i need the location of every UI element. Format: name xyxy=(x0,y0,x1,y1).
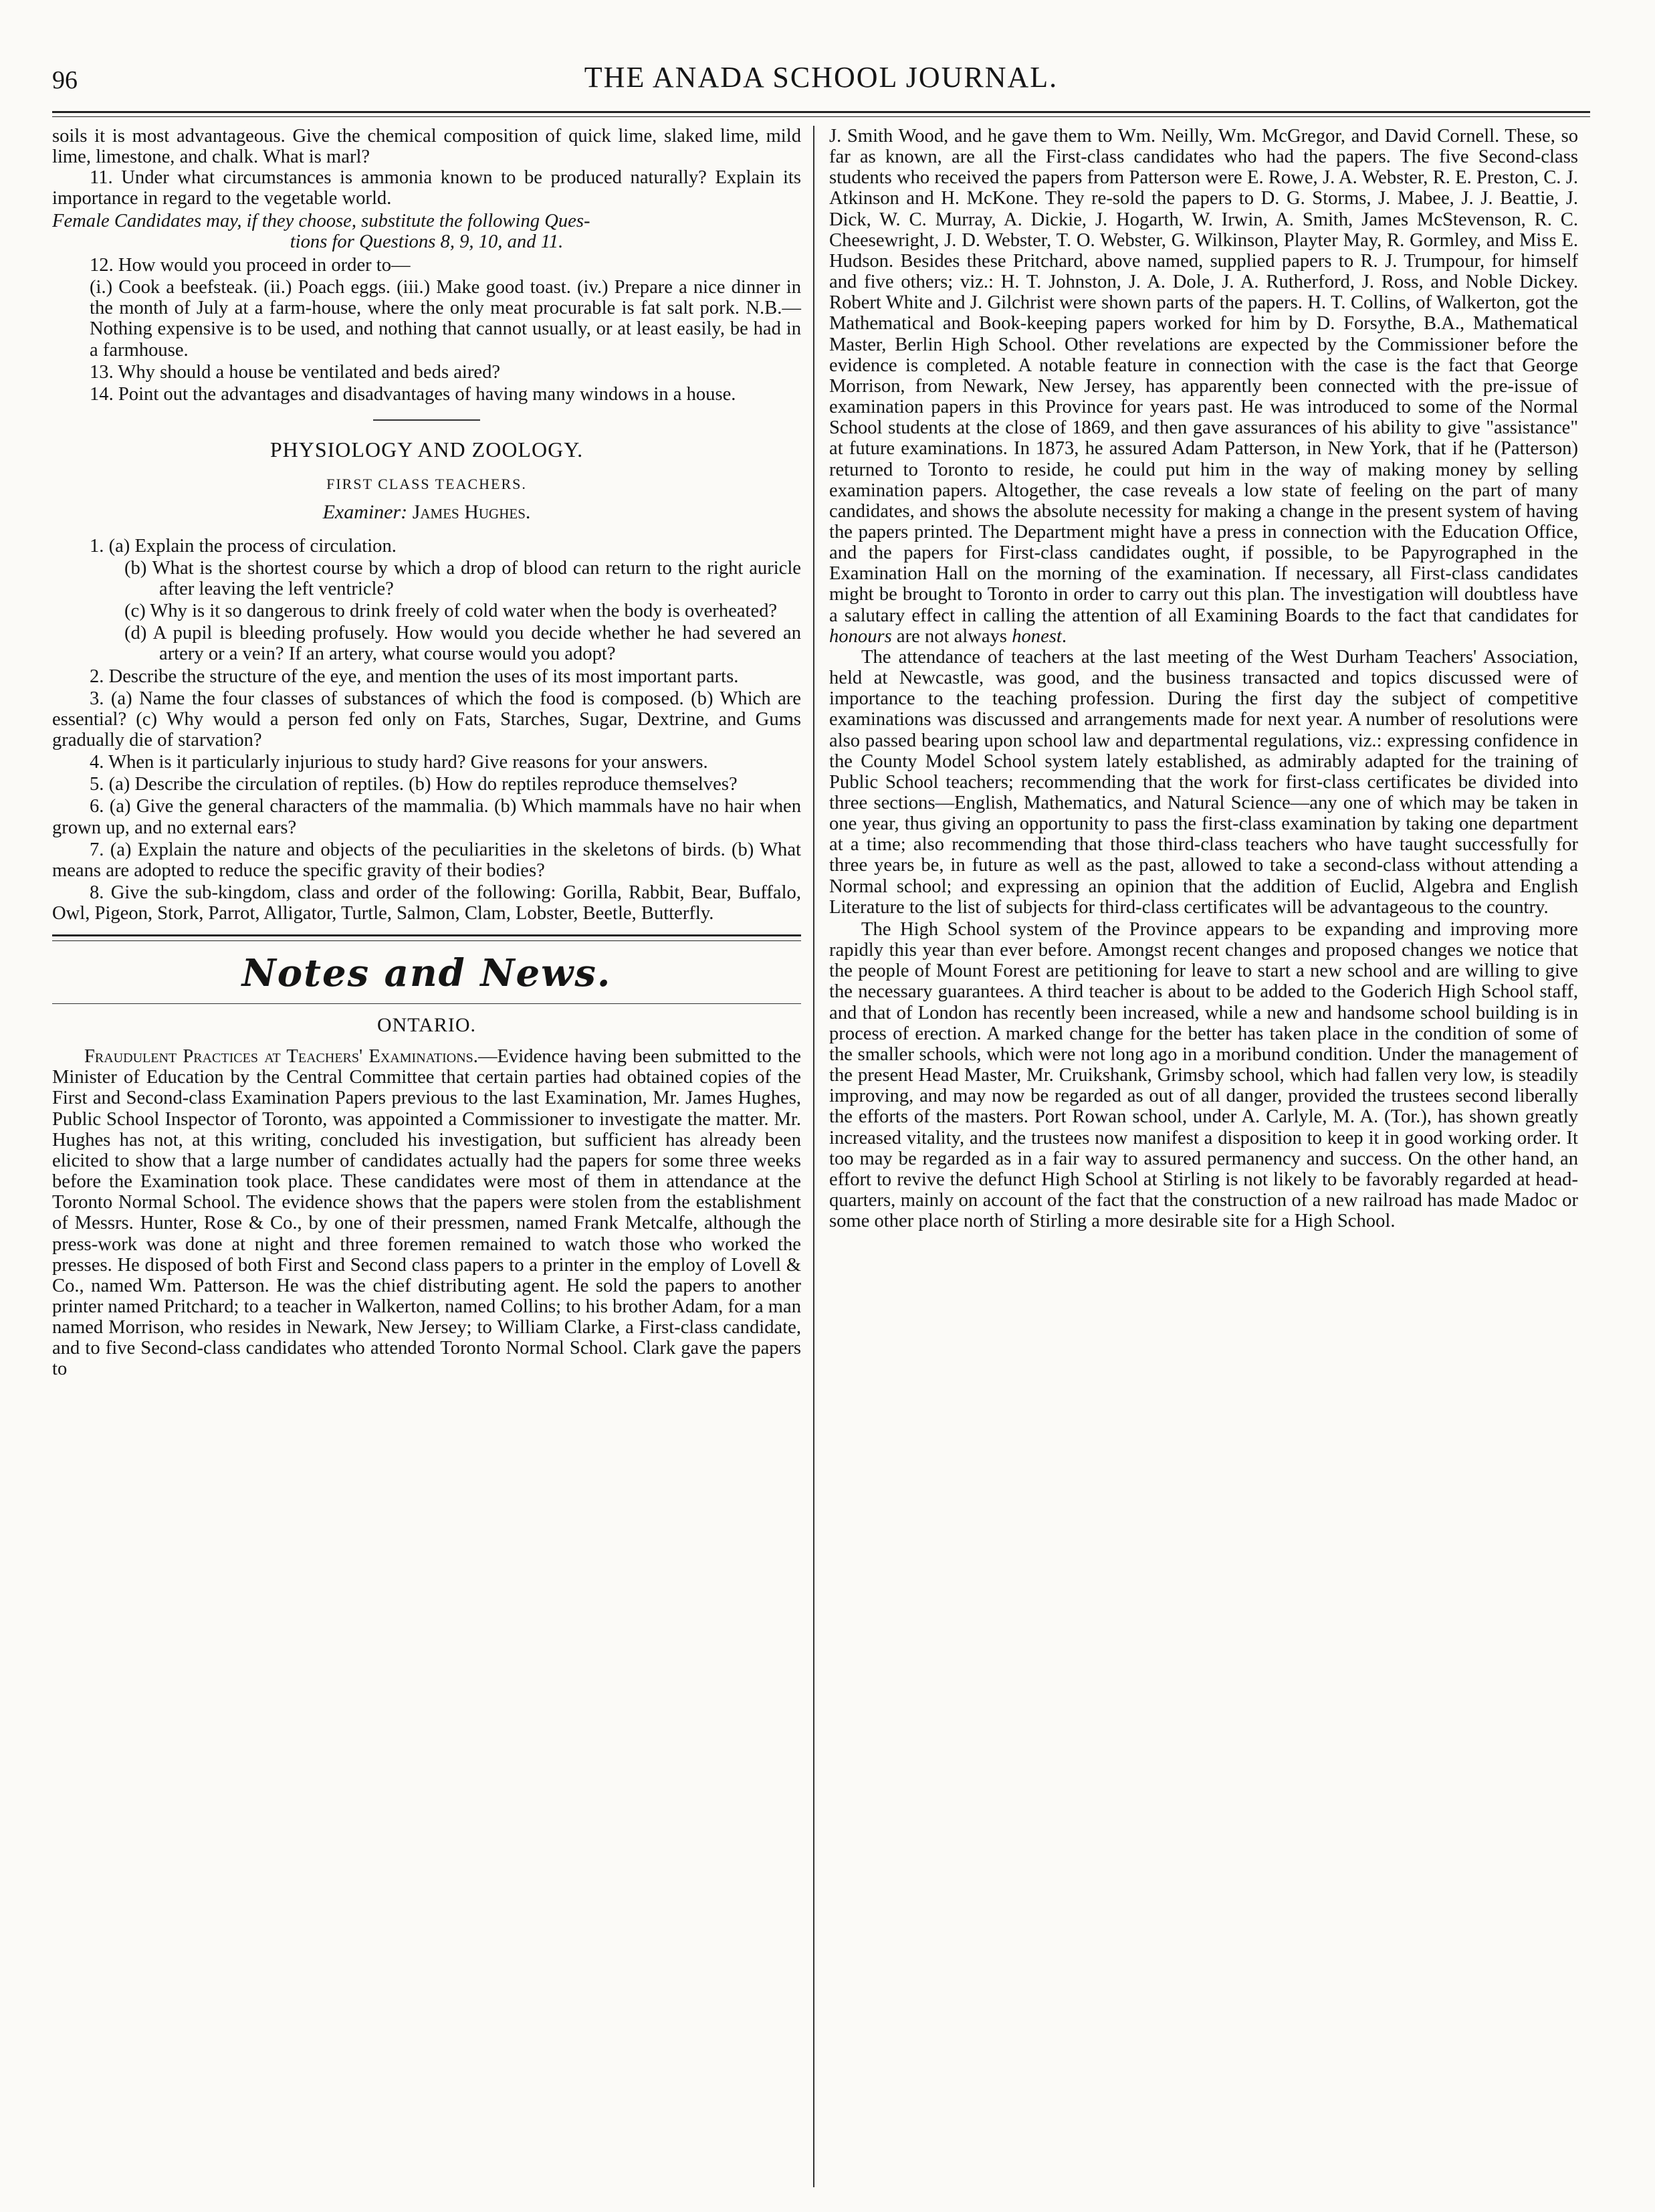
running-head xyxy=(52,47,1590,100)
physiology-q1-a: 1. (a) Explain the process of circulation. xyxy=(90,535,397,557)
physiology-q1-c: (c) Why is it so dangerous to drink freely of cold water when the body is overheated? xyxy=(124,601,778,622)
west-durham-article: The attendance of teachers at the last meeting of the West Durham Teachers' Association, held at Newcastle, was good, and the business transacted and topics discussed were of importance to the teaching profession. During the first day the subject of competitive examinations was discussed and arrangements made for next year. A number of resolutions were also passed bearing upon school law and departmental regulations, viz.: expressing confidence in the County Model School system lately established, as admirably adapted for the training of Public School teachers; recommending that the work for first-class certificates be divided into three sections—English, Mathematics, and Natural Science—any one of which may be taken in one year, thus giving an opportunity to pass the first-class examination by taking one department at a time; also recommending that those third-class teachers who have taught successfully for three years be, in future as well as the past, allowed to take a second-class without attending a Normal school; and expressing an opinion that the addition of Euclid, Algebra and English Literature to the list of subjects for third-class certificates will be advantageous to the country. xyxy=(829,646,1578,918)
examiner-name: James Hughes. xyxy=(412,500,531,523)
page-number: 96 xyxy=(52,66,78,94)
ontario-heading: ONTARIO. xyxy=(376,1014,477,1037)
notes-divider xyxy=(52,934,801,941)
physiology-q4: 4. When is it particularly injurious to study hard? Give reasons for your answers. xyxy=(90,752,708,773)
physiology-heading: PHYSIOLOGY AND ZOOLOGY. xyxy=(269,437,584,462)
question-11: 11. Under what circumstances is ammonia known to be produced naturally? Explain its importance in regard to the vegetable world. xyxy=(52,167,801,209)
examiner-line xyxy=(52,502,801,524)
female-candidates-note xyxy=(52,211,801,252)
female-note-line-1: Female Candidates may, if they choose, substitute the following Ques- xyxy=(52,210,590,231)
header-rule xyxy=(52,111,1590,117)
physiology-q1-d: (d) A pupil is bleeding profusely. How would you decide whether he had severed an artery or a vein? If an artery, what course would you adopt? xyxy=(124,623,801,665)
right-column xyxy=(814,126,1578,2187)
section-divider xyxy=(373,419,480,421)
physiology-q6: 6. (a) Give the general characters of the mammalia. (b) Which mammals have no hair when grown up, and no external ears? xyxy=(52,796,801,838)
examiner-label: Examiner: xyxy=(322,500,408,523)
journal-title: THE ANADA SCHOOL JOURNAL. xyxy=(584,61,1059,94)
fraud-article xyxy=(52,1046,801,1380)
fraud-article-continued xyxy=(829,126,1578,647)
journal-page xyxy=(52,47,1590,2187)
question-12-intro: 12. How would you proceed in order to— xyxy=(90,254,411,276)
physiology-q2: 2. Describe the structure of the eye, and mention the uses of its most important parts. xyxy=(90,666,739,687)
physiology-q1-b: (b) What is the shortest course by which a drop of blood can return to the right auricle after leaving the left ventricle? xyxy=(124,557,801,599)
honest-word: honest xyxy=(1012,625,1062,647)
question-14: 14. Point out the advantages and disadvantages of having many windows in a house. xyxy=(90,383,736,405)
fraud-continued-mid: are not always xyxy=(891,625,1012,647)
physiology-q7: 7. (a) Explain the nature and objects of the peculiarities in the skeletons of birds. (b) What means are adopted to reduce the specific gravity of their bodies? xyxy=(52,839,801,881)
honours-word: honours xyxy=(829,625,892,647)
fraud-continued-text: J. Smith Wood, and he gave them to Wm. Neilly, Wm. McGregor, and David Cornell. These, so far as known, are all the First-class candidates who had the papers. The five Second-class students who received the papers from Patterson were E. Rowe, J. A. Webster, R. E. Preston, C. J. Atkinson and H. McKone. They re-sold the papers to D. G. Storms, J. Mabee, J. J. Beattie, J. Dick, W. C. Murray, A. Dickie, J. Hogarth, W. Irwin, A. Smith, James McStevenson, R. C. Cheesewright, J. D. Webster, T. O. Webster, G. Wilkinson, Playter May, R. Gormley, and Miss E. Hudson. Besides these Pritchard, above named, supplied papers to R. J. Trumpour, for himself and five others; viz.: H. T. Johnston, J. A. Dole, J. A. Rutherford, J. Ross, and Noble Dickey. Robert White and J. Gilchrist were shown parts of the papers. H. T. Collins, of Walkerton, got the Mathematical and Book-keeping papers worked for him by D. Forsythe, B.A., Mathematical Master, Berlin High School. Other revelations are expected by the Commissioner before the evidence is completed. A notable feature in connection with the case is the fact that George Morrison, from Newark, New Jersey, has apparently been connected with the pre-issue of examination papers in this Province for years past. He was introduced to some of the Normal School students at the close of 1869, and then gave assurances of his ability to give "assistance" at future examinations. In 1873, he assured Adam Patterson, in New York, that if he (Patterson) returned to Toronto to reside, he could put him in the way of making money by selling examination papers. Altogether, the case reveals a low state of feeling on the part of many candidates, and shows the absolute necessity for making a change in the present system of having the papers printed. The Department might have a press in connection with the Education Office, and the papers for First-class candidates ought, if possible, to be Papyrographed in the Examination Hall on the morning of the examination. If necessary, all First-class candidates might be brought to Toronto in order to carry out this plan. The investigation will doubtless have a salutary effect in calling the attention of all Examining Boards to the fact that candidates for xyxy=(829,126,1578,626)
fraud-continued-end: . xyxy=(1061,625,1067,647)
female-note-line-2: tions for Questions 8, 9, 10, and 11. xyxy=(290,231,564,252)
left-column xyxy=(52,126,813,2187)
physiology-q8: 8. Give the sub-kingdom, class and order of the following: Gorilla, Rabbit, Bear, Buffalo, Owl, Pigeon, Stork, Parrot, Alligator, Turtle, Salmon, Clam, Lobster, Beetle, Butterfly. xyxy=(52,882,801,924)
intro-text: soils it is most advantageous. Give the chemical composition of quick lime, slaked lime, mild lime, limestone, and chalk. What is marl? xyxy=(52,126,801,168)
fraud-article-body: —Evidence having been submitted to the Minister of Education by the Central Committee that certain parties had obtained copies of the First and Second-class Examination Papers previous to the last Examination, Mr. James Hughes, Public School Inspector of Toronto, was appointed a Commissioner to investigate the matter. Mr. Hughes has not, at this writing, concluded his investigation, but sufficient has already been elicited to show that a large number of candidates actually had the papers for some three weeks before the Examination took place. These candidates were most of them in attendance at the Toronto Normal School. The evidence shows that the papers were stolen from the establishment of Messrs. Hunter, Rose & Co., by one of their pressmen, named Frank Metcalfe, although the press-work was done at night and three foremen remained to watch those who worked the presses. He disposed of both First and Second class papers to a printer in the employ of Lovell & Co., named Wm. Patterson. He was the chief distributing agent. He sold the papers to another printer named Pritchard; to a teacher in Walkerton, named Collins; to his brother Adam, for a man named Morrison, who resides in Newark, New Jersey; to William Clarke, a First-class candidate, and to five Second-class candidates who attended Toronto Normal School. Clark gave the papers to xyxy=(52,1046,801,1380)
first-class-teachers-heading: FIRST CLASS TEACHERS. xyxy=(326,475,527,492)
notes-rule xyxy=(52,1003,801,1004)
question-12-body: (i.) Cook a beefsteak. (ii.) Poach eggs. (iii.) Make good toast. (iv.) Prepare a nice dinner in the month of July at a farm-house, where the only meat procurable is fat salt pork. N.B.—Nothing expensive is to be used, and nothing that cannot usually, or at least easily, be had in a farmhouse. xyxy=(90,277,801,361)
physiology-q3: 3. (a) Name the four classes of substances of which the food is composed. (b) Which are essential? (c) Why would a person fed only on Fats, Starches, Sugar, Dextrine, and Gums gradually die of starvation? xyxy=(52,688,801,750)
physiology-q5: 5. (a) Describe the circulation of reptiles. (b) How do reptiles reproduce themselves? xyxy=(90,774,738,795)
question-13: 13. Why should a house be ventilated and beds aired? xyxy=(90,361,501,383)
fraud-article-title: Fraudulent Practices at Teachers' Examinations. xyxy=(84,1046,478,1068)
high-school-article: The High School system of the Province appears to be expanding and improving more rapidly this year than ever before. Amongst recent changes and proposed changes we notice that the people of Mount Forest are petitioning for leave to start a new school and are willing to give the necessary guarantees. A third teacher is about to be added to the Goderich High School staff, and that of London has recently been increased, while a new and handsome school building is in process of erection. A marked change for the better has taken place in the condition of some of the smaller schools, which were not long ago in a moribund condition. Under the management of the present Head Master, Mr. Cruikshank, Grimsby school, which had fallen very low, is steadily improving, and may now be regarded as out of all danger, provided the trustees second liberally the efforts of the masters. Port Rowan school, under A. Carlyle, M. A. (Tor.), has shown greatly increased vitality, and the trustees now manifest a disposition to keep it in good working order. It too may be regarded as in a fair way to assured permanency and success. On the other hand, an effort to revive the defunct High School at Stirling is not likely to be favorably regarded at head-quarters, mainly on account of the fact that the construction of a new railroad has made Madoc or some other place north of Stirling a more desirable site for a High School. xyxy=(829,918,1578,1232)
article-columns xyxy=(52,126,1590,2187)
notes-and-news-heading: Notes and News. xyxy=(241,951,612,996)
